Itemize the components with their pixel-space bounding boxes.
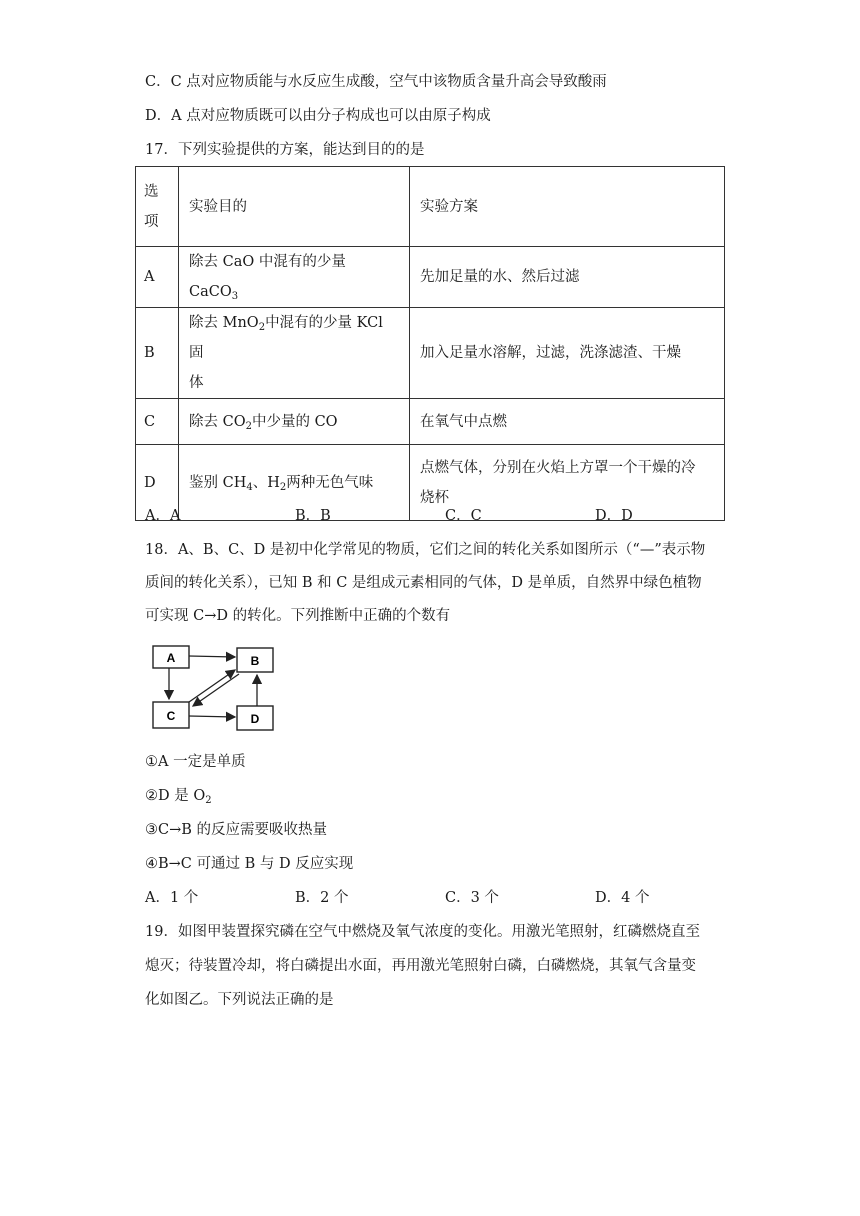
q17-answer-a: A．A <box>145 508 181 524</box>
table-row <box>136 308 725 399</box>
header-option-line2: 项 <box>144 213 159 230</box>
arrow-c-to-d <box>189 716 235 717</box>
q19-line1: 19．如图甲装置探究磷在空气中燃烧及氧气浓度的变化。用激光笔照射，红磷燃烧直至 <box>145 924 700 940</box>
arrow-c-to-b <box>189 670 235 702</box>
q18-statement-3: ③C→B 的反应需要吸收热量 <box>145 822 328 838</box>
q18-statement-4: ④B→C 可通过 B 与 D 反应实现 <box>145 856 354 872</box>
row-plan: 先加足量的水、然后过滤 <box>410 247 725 308</box>
arrow-b-to-c <box>193 674 239 706</box>
label-b: B <box>250 654 260 668</box>
header-goal: 实验目的 <box>179 167 410 247</box>
row-option: A <box>136 247 179 308</box>
row-goal: 鉴别 $CH_4$、$H_2$两种无色气味 <box>179 445 410 521</box>
row-goal: 除去 CaO 中混有的少量 CaCO$_3$ <box>179 247 410 308</box>
q19-line3: 化如图乙。下列说法正确的是 <box>145 992 334 1008</box>
q18-stem-line1: 18．A、B、C、D 是初中化学常见的物质，它们之间的转化关系如图所示（“—”表示物 <box>145 542 706 558</box>
row-plan: 点燃气体，分别在火焰上方罩一个干燥的冷 烧杯 <box>410 445 725 521</box>
row-goal: 除去 $CO_2$中少量的 CO <box>179 399 410 445</box>
arrow-a-to-b <box>189 656 235 657</box>
label-a: A <box>166 651 176 665</box>
q18-statement-2: ②D 是 $O_2$ <box>145 788 212 806</box>
q17-stem: 17．下列实验提供的方案，能达到目的的是 <box>145 142 425 158</box>
q18-answer-c: C．3 个 <box>445 890 499 906</box>
row-option: D <box>136 445 179 521</box>
row-plan: 在氧气中点燃 <box>410 399 725 445</box>
q18-statement-1: ①A 一定是单质 <box>145 754 246 770</box>
table-row <box>136 247 725 308</box>
q18-stem-line3: 可实现 C→D 的转化。下列推断中正确的个数有 <box>145 608 451 624</box>
header-option-line1: 选 <box>144 183 159 200</box>
q17-answer-d: D．D <box>595 508 633 524</box>
header-option <box>136 167 179 247</box>
q18-stem-line2: 质间的转化关系），已知 B 和 C 是组成元素相同的气体，D 是单质，自然界中绿色植物 <box>145 575 702 591</box>
label-c: C <box>166 709 176 723</box>
table-header-row <box>136 167 725 247</box>
row-option: C <box>136 399 179 445</box>
q17-answer-c: C．C <box>445 508 482 524</box>
q18-answer-a: A．1 个 <box>145 890 199 906</box>
q16-option-c: C．C 点对应物质能与水反应生成酸，空气中该物质含量升高会导致酸雨 <box>145 74 607 90</box>
header-plan: 实验方案 <box>410 167 725 247</box>
table-row <box>136 445 725 521</box>
conversion-diagram <box>145 640 285 736</box>
row-option: B <box>136 308 179 399</box>
q19-line2: 熄灭；待装置冷却，将白磷提出水面，再用激光笔照射白磷，白磷燃烧，其氧气含量变 <box>145 958 696 974</box>
row-goal: 除去 MnO$_2$中混有的少量 KCl 固 体 <box>179 308 410 399</box>
table-row <box>136 399 725 445</box>
q17-table <box>135 166 725 521</box>
q17-answer-b: B．B <box>295 508 331 524</box>
row-plan: 加入足量水溶解，过滤，洗涤滤渣、干燥 <box>410 308 725 399</box>
q18-answer-d: D．4 个 <box>595 890 650 906</box>
q18-answer-b: B．2 个 <box>295 890 349 906</box>
q16-option-d: D．A 点对应物质既可以由分子构成也可以由原子构成 <box>145 108 491 124</box>
label-d: D <box>250 712 260 726</box>
